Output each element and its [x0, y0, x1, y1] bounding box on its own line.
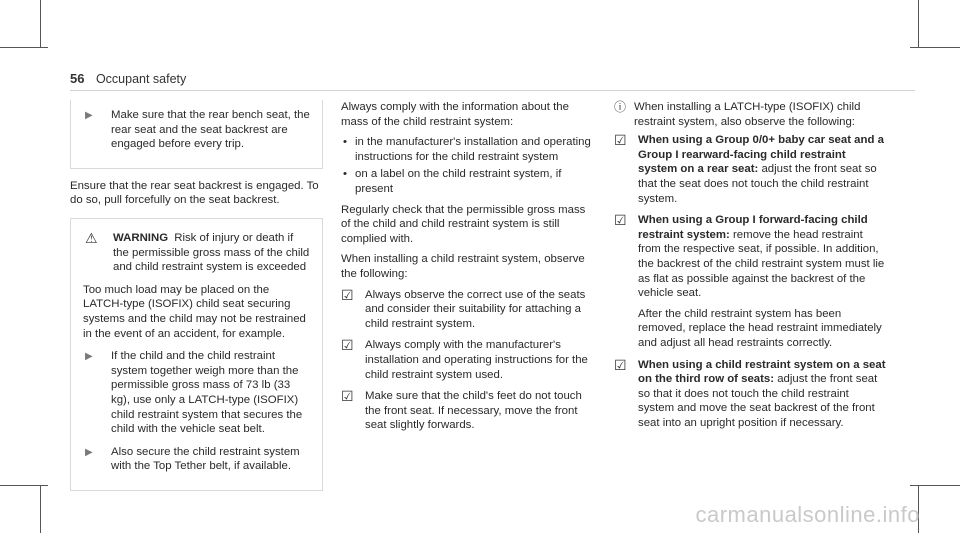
paragraph: Ensure that the rear seat backrest is engaged. To do so, pull forcefully on the seat backrest.	[70, 179, 319, 207]
arrow-right-icon: ▶	[85, 446, 93, 458]
page-header	[70, 72, 186, 87]
checkbox-checked-icon: ☑	[341, 286, 354, 303]
checklist-text: Always comply with the manufacturer's installation and operating instructions for the child restraint system used.	[365, 339, 588, 381]
crop-mark	[0, 485, 48, 486]
step-text: Also secure the child restraint system with the Top Tether belt, if available.	[111, 445, 300, 473]
step-box	[70, 100, 323, 169]
checkbox-checked-icon: ☑	[614, 212, 627, 229]
crop-mark	[40, 0, 41, 48]
checklist-text: Always observe the correct use of the seats and consider their suitability for attaching a child restraint system.	[365, 288, 586, 330]
checkbox-checked-icon: ☑	[614, 132, 627, 149]
bullet-list	[341, 135, 595, 196]
checkbox-checked-icon: ☑	[341, 388, 354, 405]
step-text: If the child and the child restraint system together weigh more than the permissible gross mass of 73 lb (33 kg), use only a LATCH-type (ISOFIX) child restraint system that secures the child with the vehicle seat belt.	[111, 350, 303, 436]
warning-title: Risk of injury or death if the permissible gross mass of the child and child restraint system is exceeded	[113, 231, 310, 274]
list-item: • on a label on the child restraint system, if present	[341, 167, 595, 196]
crop-mark	[910, 47, 960, 48]
list-item: • in the manufacturer's installation and operating instructions for the child restraint system	[341, 135, 595, 164]
warning-step	[83, 349, 312, 437]
section-title: Occupant safety	[95, 72, 187, 86]
checklist-text: Make sure that the child's feet do not touch the front seat. If necessary, move the front seat slightly forwards.	[365, 390, 582, 432]
arrow-right-icon: ▶	[85, 110, 93, 121]
checklist-item	[614, 213, 886, 350]
checklist-item	[341, 288, 595, 332]
watermark: carmanualsonline.info	[695, 502, 920, 528]
checklist-text: adjust the front seat so that the seat does not touch the child restraint system.	[638, 163, 877, 205]
checklist-item	[614, 133, 886, 206]
warning-heading	[83, 231, 312, 275]
crop-mark	[0, 47, 48, 48]
warning-triangle-icon: ⚠	[85, 229, 98, 246]
crop-mark	[918, 0, 919, 48]
column-right	[614, 100, 886, 437]
checklist-text: remove the head restraint from the respective seat, if possible. In addition, the backrest of the child restraint system must lie as flat as possible against the backrest of the vehicle seat.	[638, 228, 885, 300]
column-middle	[341, 100, 595, 440]
warning-box	[70, 218, 323, 491]
note-text: When installing a LATCH-type (ISOFIX) child restraint system, also observe the following:	[634, 101, 861, 128]
checklist-heading: When using a child restraint system on a seat on the third row of seats:	[638, 358, 886, 386]
warning-body: Too much load may be placed on the LATCH-type (ISOFIX) child seat securing systems and the child may not be restrained in the event of an accident, for example.	[83, 283, 306, 340]
arrow-right-icon: ▶	[85, 351, 93, 363]
paragraph: After the child restraint system has been removed, replace the head restraint immediately and adjust all head restraints correctly.	[638, 307, 882, 349]
checklist-item	[341, 338, 595, 382]
checklist-item	[341, 389, 595, 433]
checkbox-checked-icon: ☑	[614, 356, 627, 373]
step-text: Make sure that the rear bench seat, the rear seat and the seat backrest are engaged before every trip.	[111, 109, 310, 151]
note-info-icon: ⓘ	[614, 100, 627, 114]
page-number: 56	[70, 71, 85, 86]
warning-step	[83, 445, 312, 474]
checklist-text: adjust the front seat so that it does not touch the child restraint system and move the seat backrest of the front seat into an upright position if necessary.	[638, 373, 878, 429]
crop-mark	[910, 485, 960, 486]
checklist-heading: When using a Group 0/0+ baby car seat and a Group I rearward-facing child restraint system on a rear seat:	[638, 134, 884, 176]
column-left	[70, 100, 323, 491]
header-divider	[70, 90, 915, 91]
paragraph: When installing a child restraint system, observe the following:	[341, 253, 585, 280]
crop-mark	[40, 485, 41, 533]
checklist-heading: When using a Group I forward-facing child restraint system:	[638, 214, 868, 241]
checkbox-checked-icon: ☑	[341, 337, 354, 354]
note	[614, 100, 886, 129]
warning-label: WARNING	[113, 231, 169, 244]
step-item	[83, 108, 312, 152]
paragraph: Regularly check that the permissible gross mass of the child and child restraint system is still complied with.	[341, 203, 586, 245]
checklist-item	[614, 358, 886, 431]
paragraph: Always comply with the information about the mass of the child restraint system:	[341, 101, 569, 128]
